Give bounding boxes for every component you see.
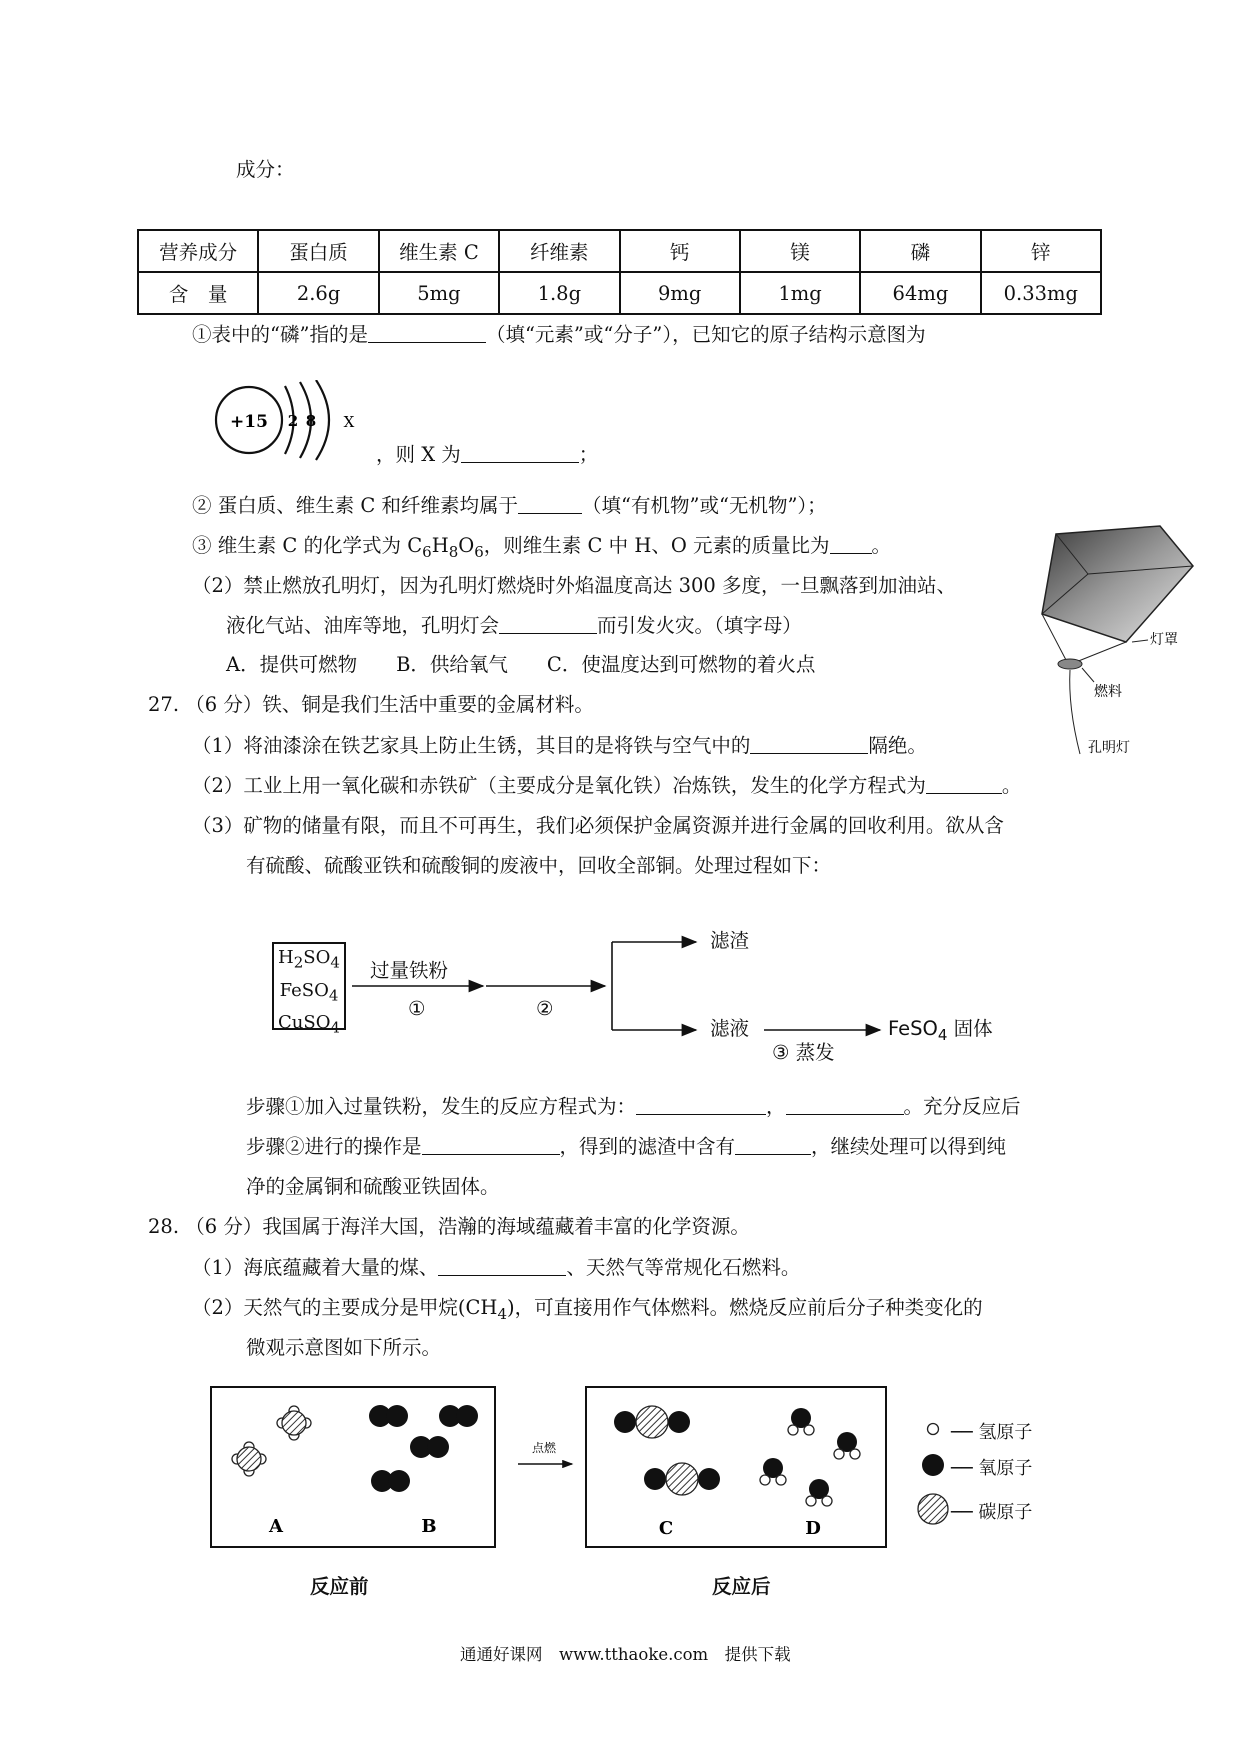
answer-blank[interactable] — [926, 773, 1002, 794]
text: （2）工业上用一氧化碳和赤铁矿（主要成分是氧化铁）冶炼铁，发生的化学方程式为 — [192, 774, 926, 797]
answer-blank[interactable] — [438, 1255, 566, 1276]
table-cell: 1.8g — [499, 272, 619, 314]
table-cell: 1mg — [740, 272, 860, 314]
diagram-after-box — [585, 1386, 887, 1548]
flow-filtrate: 滤液 — [710, 1017, 750, 1040]
caption-after: 反应后 — [712, 1575, 771, 1598]
text: 隔绝。 — [868, 734, 927, 757]
label-b: B — [421, 1516, 437, 1537]
label-c: C — [658, 1518, 674, 1539]
table-row — [138, 272, 1101, 314]
answer-blank[interactable] — [786, 1094, 904, 1115]
answer-blank[interactable] — [750, 733, 868, 754]
q27-p3-line2: 有硫酸、硫酸亚铁和硫酸铜的废液中，回收全部铜。处理过程如下： — [246, 854, 832, 877]
table-cell: 9mg — [620, 272, 740, 314]
answer-blank[interactable] — [461, 442, 579, 463]
text: 。 — [871, 534, 892, 557]
diagram-before-box — [210, 1386, 496, 1548]
process-flow-arrows — [340, 930, 1040, 1070]
text: （2）天然气的主要成分是甲烷(CH — [192, 1296, 498, 1319]
q26-s1 — [192, 322, 926, 348]
q27-s3: 净的金属铜和硫酸亚铁固体。 — [246, 1175, 500, 1198]
table-cell: 磷 — [860, 230, 980, 272]
q27-title: 27. （6 分）铁、铜是我们生活中重要的金属材料。 — [148, 693, 594, 716]
carbon-symbol — [918, 1494, 948, 1524]
ignition-arrow — [516, 1440, 578, 1476]
subscript: 4 — [497, 1304, 507, 1323]
text: ，则 X 为 — [376, 443, 461, 466]
text: ①表中的“磷”指的是 — [192, 323, 368, 346]
formula-feso4: FeSO$_4$ — [279, 979, 339, 1005]
text: （1）将油漆涂在铁艺家具上防止生锈，其目的是将铁与空气中的 — [192, 734, 751, 757]
page-footer: 通通好课网 www.tthaoke.com 提供下载 — [460, 1645, 791, 1664]
shell-1-count: 2 — [287, 412, 299, 430]
table-cell: 钙 — [620, 230, 740, 272]
text: 、天然气等常规化石燃料。 — [566, 1256, 801, 1279]
shell-3-count: X — [343, 413, 355, 431]
legend-hydrogen: ── 氢原子 — [951, 1422, 1033, 1443]
text: H — [431, 534, 449, 557]
table-cell: 镁 — [740, 230, 860, 272]
label-d: D — [805, 1518, 821, 1539]
text: 。充分反应后 — [903, 1095, 1021, 1118]
table-cell: 营养成分 — [138, 230, 258, 272]
oxygen-symbol — [922, 1454, 944, 1476]
text: 步骤②进行的操作是 — [246, 1135, 422, 1158]
lantern-label-shade: 灯罩 — [1150, 632, 1178, 648]
q26-s1-x — [376, 442, 598, 468]
label-a: A — [269, 1516, 283, 1537]
formula-h2so4: $H_2SO_4$ — [278, 947, 340, 972]
nutrition-table — [137, 229, 1102, 315]
answer-blank[interactable] — [368, 322, 486, 343]
text: 而引发火灾。（填字母） — [597, 614, 802, 637]
q26-s3 — [192, 533, 891, 565]
text: 。 — [1001, 774, 1022, 797]
text: ② 蛋白质、维生素 C 和纤维素均属于 — [192, 494, 519, 517]
q26-options: A．提供可燃物 B．供给氧气 C．使温度达到可燃物的着火点 — [226, 653, 816, 676]
text: 液化气站、油库等地，孔明灯会 — [226, 614, 500, 637]
nucleus-charge: +15 — [230, 412, 268, 432]
table-cell: 0.33mg — [981, 272, 1101, 314]
flow-product: FeSO$_4$ 固体 — [888, 1017, 993, 1044]
hydrogen-symbol — [928, 1424, 939, 1435]
q27-s2 — [246, 1134, 1006, 1160]
waste-liquid-box — [272, 942, 346, 1037]
q26-p2-line2 — [226, 613, 802, 639]
answer-blank[interactable] — [422, 1134, 560, 1155]
table-cell: 64mg — [860, 272, 980, 314]
phosphorus-atom-diagram — [212, 380, 362, 462]
q27-p1 — [192, 733, 927, 759]
text: ，继续处理可以得到纯 — [811, 1135, 1007, 1158]
lantern-shade — [1042, 526, 1193, 642]
flow-residue: 滤渣 — [710, 929, 750, 952]
table-header-row — [138, 230, 1101, 272]
text: （填“元素”或“分子”），已知它的原子结构示意图为 — [485, 323, 926, 346]
text: （1）海底蕴藏着大量的煤、 — [192, 1256, 439, 1279]
answer-blank[interactable] — [735, 1134, 811, 1155]
q28-p2-line1 — [192, 1295, 983, 1327]
legend-oxygen: ── 氧原子 — [951, 1458, 1033, 1479]
subscript: 6 — [474, 542, 484, 561]
caption-before: 反应前 — [310, 1575, 369, 1598]
legend-carbon: ── 碳原子 — [951, 1502, 1033, 1523]
table-cell: 蛋白质 — [258, 230, 378, 272]
text: ， — [766, 1095, 786, 1118]
text: （填“有机物”或“无机物”）； — [582, 494, 827, 517]
intro-text: 成分： — [236, 158, 295, 181]
table-cell: 纤维素 — [499, 230, 619, 272]
answer-blank[interactable] — [636, 1094, 766, 1115]
text: ，则维生素 C 中 H、O 元素的质量比为 — [483, 534, 830, 557]
q27-p3-line1: （3）矿物的储量有限，而且不可再生，我们必须保护金属资源并进行金属的回收利用。欲从含 — [192, 814, 1004, 837]
subscript: 6 — [422, 542, 432, 561]
answer-blank[interactable] — [499, 613, 597, 634]
table-cell: 维生素 C — [379, 230, 499, 272]
q27-p2 — [192, 773, 1021, 799]
table-cell: 锌 — [981, 230, 1101, 272]
q27-s1 — [246, 1094, 1021, 1120]
text: O — [458, 534, 475, 557]
text: 步骤①加入过量铁粉，发生的反应方程式为： — [246, 1095, 637, 1118]
lantern-label-name: 孔明灯 — [1088, 740, 1130, 756]
q28-p1 — [192, 1255, 800, 1281]
q28-p2-line2: 微观示意图如下所示。 — [246, 1336, 442, 1359]
formula-cuso4: CuSO$_4$ — [278, 1012, 340, 1037]
text: )，可直接用作气体燃料。燃烧反应前后分子种类变化的 — [507, 1296, 983, 1319]
flow-step3: ③ 蒸发 — [772, 1041, 835, 1064]
lantern-fuel — [1058, 659, 1082, 669]
ignition-label: 点燃 — [531, 1441, 557, 1455]
table-cell: 2.6g — [258, 272, 378, 314]
flow-step1: ① — [408, 997, 426, 1020]
kongming-lantern-drawing — [1028, 522, 1210, 762]
text: ，得到的滤渣中含有 — [559, 1135, 736, 1158]
q28-title: 28. （6 分）我国属于海洋大国，浩瀚的海域蕴藏着丰富的化学资源。 — [148, 1215, 750, 1238]
text: ③ 维生素 C 的化学式为 C — [192, 534, 423, 557]
table-cell: 含 量 — [138, 272, 258, 314]
shell-2-count: 8 — [305, 412, 317, 430]
answer-blank[interactable] — [830, 533, 872, 554]
table-cell: 5mg — [379, 272, 499, 314]
q26-s2 — [192, 493, 827, 519]
text: ； — [578, 443, 599, 466]
electron-shell-3 — [316, 380, 329, 460]
flow-step2: ② — [536, 997, 554, 1020]
q26-p2-line1: （2）禁止燃放孔明灯，因为孔明灯燃烧时外焰温度高达 300 多度，一旦飘落到加油站、 — [192, 574, 957, 597]
legend-symbols — [913, 1418, 953, 1538]
answer-blank[interactable] — [518, 493, 582, 514]
flow-label-iron-powder: 过量铁粉 — [370, 959, 449, 982]
subscript: 8 — [448, 542, 459, 561]
lantern-label-fuel: 燃料 — [1094, 684, 1122, 700]
